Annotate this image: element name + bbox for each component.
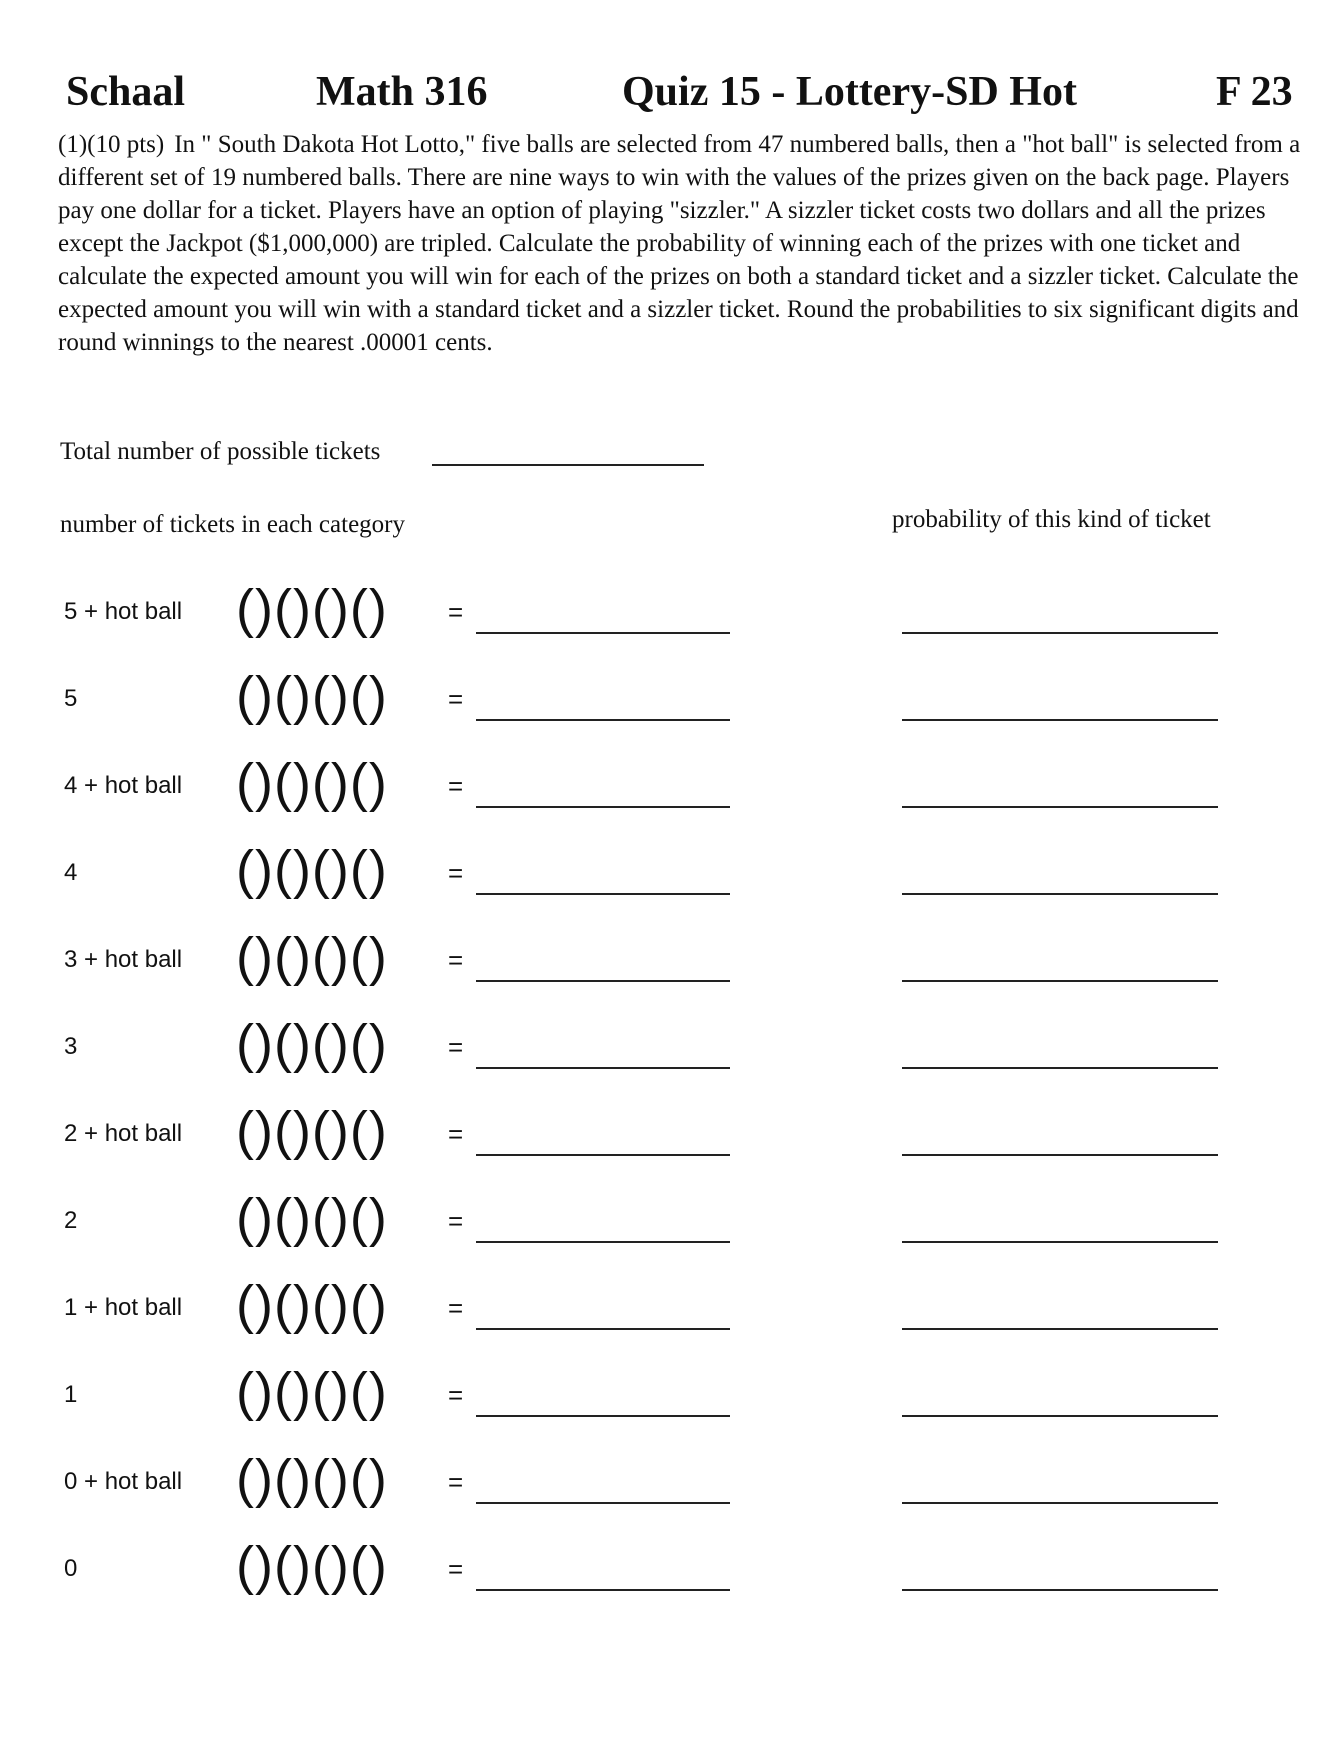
count-answer-line[interactable] [476,806,730,808]
category-row [0,1536,1344,1609]
problem-text: In " South Dakota Hot Lotto," five balls are selected from 47 numbered balls, then a "hot ball" is selected from a different set of 19 numbered balls. There are nine ways to win with the values of the prizes given on the back page. Players pay one dollar for a ticket. Players have an option of playing "sizzler." A sizzler ticket costs two dollars and all the prizes except the Jackpot ($1,000,000) are tripled. Calculate the probability of winning each of the prizes with one ticket and calculate the expected amount you will win for each of the prizes on both a standard ticket and a sizzler ticket. Calculate the expected amount you will win with a standard ticket and a sizzler ticket. Round the probabilities to six significant digits and round winnings to the nearest .00001 cents. [58,131,1301,356]
equals-sign: = [448,945,464,975]
count-answer-line[interactable] [476,1589,730,1591]
category-label: 2 + hot ball [64,1120,183,1147]
category-label: 2 [64,1207,78,1234]
probability-answer-line[interactable] [902,806,1218,808]
category-row [0,1449,1344,1522]
equals-sign: = [448,1119,464,1149]
quiz-title: Quiz 15 - Lottery-SD Hot [622,69,1077,115]
equals-sign: = [448,1293,464,1323]
probability-answer-line[interactable] [902,893,1218,895]
problem-statement [58,128,1308,359]
combination-parens: ()()()() [236,1188,388,1248]
category-row [0,1101,1344,1174]
probability-answer-line[interactable] [902,1589,1218,1591]
quiz-header [0,62,1344,122]
probability-answer-line[interactable] [902,1328,1218,1330]
combination-parens: ()()()() [236,666,388,726]
category-label: 3 + hot ball [64,946,183,973]
total-tickets-answer-line[interactable] [432,464,704,466]
equals-sign: = [448,1380,464,1410]
probability-answer-line[interactable] [902,632,1218,634]
probability-answer-line[interactable] [902,980,1218,982]
count-answer-line[interactable] [476,1328,730,1330]
equals-sign: = [448,1554,464,1584]
combination-parens: ()()()() [236,1101,388,1161]
category-label: 0 [64,1555,78,1582]
equals-sign: = [448,771,464,801]
combination-parens: ()()()() [236,753,388,813]
category-label: 4 + hot ball [64,772,183,799]
combination-parens: ()()()() [236,1449,388,1509]
probability-answer-line[interactable] [902,1154,1218,1156]
count-answer-line[interactable] [476,632,730,634]
total-tickets-label: Total number of possible tickets [60,438,381,465]
problem-points: (1)(10 pts) [58,131,165,158]
category-row [0,840,1344,913]
category-row [0,579,1344,652]
category-label: 1 [64,1381,78,1408]
equals-sign: = [448,684,464,714]
count-answer-line[interactable] [476,1067,730,1069]
probability-answer-line[interactable] [902,719,1218,721]
count-column-heading: number of tickets in each category [60,511,405,538]
combination-parens: ()()()() [236,1536,388,1596]
category-row [0,666,1344,739]
equals-sign: = [448,1467,464,1497]
category-label: 4 [64,859,78,886]
category-label: 1 + hot ball [64,1294,183,1321]
probability-answer-line[interactable] [902,1067,1218,1069]
category-row [0,753,1344,826]
category-label: 0 + hot ball [64,1468,183,1495]
course-title: Math 316 [316,69,488,115]
count-answer-line[interactable] [476,719,730,721]
combination-parens: ()()()() [236,1014,388,1074]
category-label: 5 [64,685,78,712]
probability-column-heading: probability of this kind of ticket [892,506,1211,533]
count-answer-line[interactable] [476,1241,730,1243]
probability-answer-line[interactable] [902,1241,1218,1243]
combination-parens: ()()()() [236,579,388,639]
count-answer-line[interactable] [476,1502,730,1504]
category-row [0,1014,1344,1087]
term-label: F 23 [1216,69,1293,115]
probability-answer-line[interactable] [902,1502,1218,1504]
count-answer-line[interactable] [476,1415,730,1417]
count-answer-line[interactable] [476,893,730,895]
category-label: 3 [64,1033,78,1060]
combination-parens: ()()()() [236,1362,388,1422]
instructor-name: Schaal [66,69,186,115]
category-row [0,927,1344,1000]
equals-sign: = [448,1032,464,1062]
combination-parens: ()()()() [236,1275,388,1335]
combination-parens: ()()()() [236,927,388,987]
equals-sign: = [448,858,464,888]
equals-sign: = [448,1206,464,1236]
category-row [0,1362,1344,1435]
category-row [0,1275,1344,1348]
equals-sign: = [448,597,464,627]
count-answer-line[interactable] [476,1154,730,1156]
count-answer-line[interactable] [476,980,730,982]
category-row [0,1188,1344,1261]
category-label: 5 + hot ball [64,598,183,625]
combination-parens: ()()()() [236,840,388,900]
probability-answer-line[interactable] [902,1415,1218,1417]
